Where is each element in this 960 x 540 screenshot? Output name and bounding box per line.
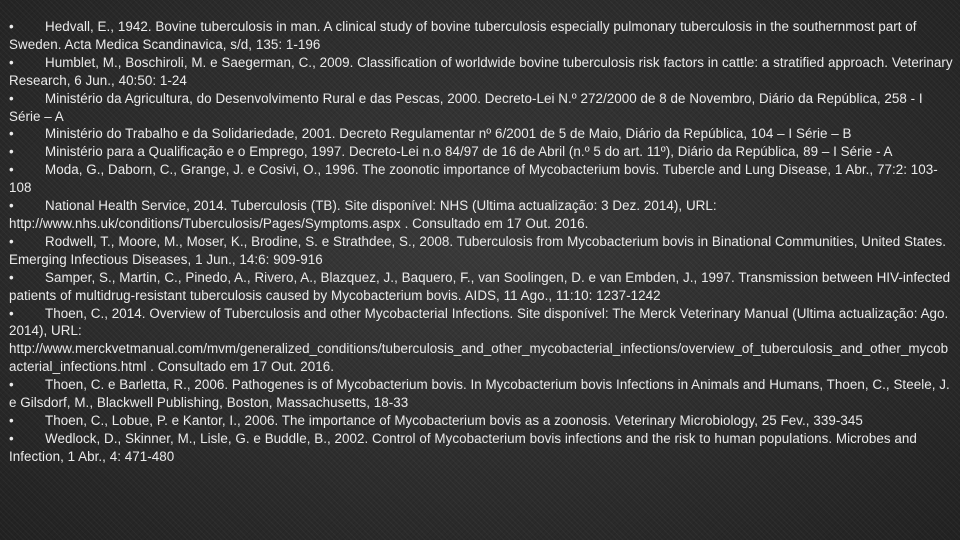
reference-text: National Health Service, 2014. Tuberculosis (TB). Site disponível: NHS (Ultima actualização: 3 Dez. 2014), URL: http://www.nhs.uk/conditions/Tuberculosis/Pages/Symptoms.aspx . Consultado em 17 Out. 2016.	[9, 198, 717, 231]
reference-text: Thoen, C., 2014. Overview of Tuberculosis and other Mycobacterial Infections. Site disponível: The Merck Veterinary Manual (Ultima actualização: Ago. 2014), URL: http://www.merckvetmanual.com/mvm/generalized_conditions/tuberculosis_and_other_mycobacterial_infections/overview_of_tuberculosis_and_other_mycobacterial_infections.html . Consultado em 17 Out. 2016.	[9, 305, 949, 375]
reference-item	[9, 269, 953, 305]
bullet-icon: •	[9, 54, 14, 70]
bullet-icon: •	[9, 90, 14, 106]
reference-text: Rodwell, T., Moore, M., Moser, K., Brodine, S. e Strathdee, S., 2008. Tuberculosis from Mycobacterium bovis in Binational Communities, United States. Emerging Infectious Diseases, 1 Jun., 14:6: 909-916	[9, 233, 947, 267]
bullet-icon: •	[9, 305, 14, 321]
reference-text: Ministério para a Qualificação e o Emprego, 1997. Decreto-Lei n.o 84/97 de 16 de Abril (n.º 5 do art. 11º), Diário da República, 89 – I Série - A	[45, 144, 893, 160]
reference-list	[9, 18, 953, 466]
reference-text: Humblet, M., Boschiroli, M. e Saegerman, C., 2009. Classification of worldwide bovine tuberculosis risk factors in cattle: a stratified approach. Veterinary Research, 6 Jun., 40:50: 1-24	[9, 54, 953, 88]
reference-text: Ministério da Agricultura, do Desenvolvimento Rural e das Pescas, 2000. Decreto-Lei N.º 272/2000 de 8 de Novembro, Diário da República, 258 - I Série – A	[9, 90, 923, 124]
reference-item	[9, 197, 953, 233]
reference-text: Hedvall, E., 1942. Bovine tuberculosis in man. A clinical study of bovine tuberculosis especially pulmonary tuberculosis in the southernmost part of Sweden. Acta Medica Scandinavica, s/d, 135: 1-196	[9, 19, 917, 52]
reference-item	[9, 54, 953, 90]
reference-text: Moda, G., Daborn, C., Grange, J. e Cosivi, O., 1996. The zoonotic importance of Mycobacterium bovis. Tubercle and Lung Disease, 1 Abr., 77:2: 103-108	[9, 162, 938, 196]
reference-item	[9, 18, 953, 54]
reference-text: Samper, S., Martin, C., Pinedo, A., Rivero, A., Blazquez, J., Baquero, F., van Soolingen, D. e van Embden, J., 1997. Transmission between HIV-infected patients of multidrug-resistant tuberculosis caused by Mycobacterium bovis. AIDS, 11 Ago., 11:10: 1237-1242	[9, 269, 951, 303]
reference-text: Thoen, C. e Barletta, R., 2006. Pathogenes is of Mycobacterium bovis. In Mycobacterium bovis Infections in Animals and Humans, Thoen, C., Steele, J. e Gilsdorf, M., Blackwell Publishing, Boston, Massachusetts, 18-33	[9, 377, 950, 411]
reference-item	[9, 305, 953, 377]
reference-item	[9, 233, 953, 269]
bullet-icon: •	[9, 144, 14, 160]
reference-item	[9, 412, 953, 430]
reference-item	[9, 161, 953, 197]
reference-item	[9, 376, 953, 412]
bullet-icon: •	[9, 162, 14, 178]
bullet-icon: •	[9, 377, 14, 393]
reference-item	[9, 125, 953, 143]
bullet-icon: •	[9, 198, 14, 214]
bullet-icon: •	[9, 126, 14, 142]
reference-item	[9, 430, 953, 466]
reference-text: Thoen, C., Lobue, P. e Kantor, I., 2006. The importance of Mycobacterium bovis as a zoonosis. Veterinary Microbiology, 25 Fev., 339-345	[45, 412, 863, 428]
reference-item	[9, 90, 953, 126]
bullet-icon: •	[9, 19, 14, 34]
bullet-icon: •	[9, 269, 14, 285]
bullet-icon: •	[9, 412, 14, 428]
reference-text: Wedlock, D., Skinner, M., Lisle, G. e Buddle, B., 2002. Control of Mycobacterium bovis infections and the risk to human populations. Microbes and Infection, 1 Abr., 4: 471-480	[9, 430, 917, 464]
bullet-icon: •	[9, 233, 14, 249]
bullet-icon: •	[9, 430, 14, 446]
reference-text: Ministério do Trabalho e da Solidariedade, 2001. Decreto Regulamentar nº 6/2001 de 5 de Maio, Diário da República, 104 – I Série – B	[45, 126, 852, 142]
reference-item	[9, 143, 953, 161]
